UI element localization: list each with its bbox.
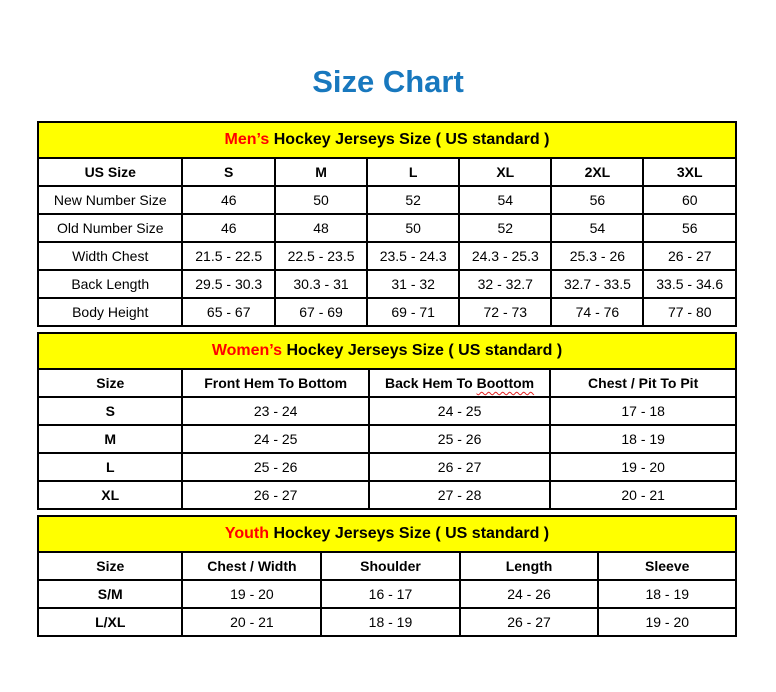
table-row [38,270,736,298]
table-row [38,298,736,326]
size-value-cell: 24 - 25 [369,397,550,425]
column-header [369,369,550,397]
size-value-cell: 77 - 80 [643,298,736,326]
section-accent-word: Youth [224,525,269,542]
column-header: S [182,158,274,186]
size-value-cell: 19 - 20 [550,453,736,481]
table-row [38,214,736,242]
row-label: Old Number Size [38,214,182,242]
size-value-cell: 67 - 69 [275,298,367,326]
column-header-row [38,552,736,580]
column-header: Length [460,552,599,580]
size-value-cell: 24 - 26 [460,580,599,608]
size-value-cell: 18 - 19 [598,580,736,608]
section-heading-text: Hockey Jerseys Size ( US standard ) [273,131,550,148]
row-label: L/XL [38,608,182,636]
section-heading [38,122,736,158]
column-header: XL [459,158,551,186]
size-value-cell: 54 [459,186,551,214]
size-value-cell: 74 - 76 [551,298,643,326]
size-value-cell: 26 - 27 [369,453,550,481]
table-row [38,397,736,425]
size-value-cell: 56 [551,186,643,214]
size-value-cell: 56 [643,214,736,242]
size-value-cell: 48 [275,214,367,242]
column-header: Size [38,369,182,397]
column-header-row [38,158,736,186]
misspelled-word: Boottom [476,375,535,391]
size-value-cell: 50 [275,186,367,214]
size-value-cell: 30.3 - 31 [275,270,367,298]
page-title: Size Chart [312,64,464,99]
size-value-cell: 46 [182,186,274,214]
size-value-cell: 52 [459,214,551,242]
column-header-text: Back Hem To [385,375,477,391]
size-value-cell: 21.5 - 22.5 [182,242,274,270]
column-header: Size [38,552,182,580]
size-value-cell: 20 - 21 [550,481,736,509]
row-label: Body Height [38,298,182,326]
size-tables-container [37,121,739,642]
size-value-cell: 54 [551,214,643,242]
row-label: Back Length [38,270,182,298]
column-header: US Size [38,158,182,186]
size-value-cell: 46 [182,214,274,242]
size-value-cell: 31 - 32 [367,270,459,298]
section-heading-text: Hockey Jerseys Size ( US standard ) [286,342,563,359]
size-value-cell: 24.3 - 25.3 [459,242,551,270]
section-heading-row [38,333,736,369]
size-value-cell: 25 - 26 [369,425,550,453]
table-row [38,580,736,608]
row-label: M [38,425,182,453]
row-label: Width Chest [38,242,182,270]
size-value-cell: 20 - 21 [182,608,321,636]
row-label: L [38,453,182,481]
column-header: Chest / Pit To Pit [550,369,736,397]
size-value-cell: 29.5 - 30.3 [182,270,274,298]
size-value-cell: 60 [643,186,736,214]
size-value-cell: 52 [367,186,459,214]
table-row [38,608,736,636]
section-heading-row [38,516,736,552]
size-value-cell: 19 - 20 [182,580,321,608]
size-value-cell: 24 - 25 [182,425,368,453]
size-value-cell: 50 [367,214,459,242]
size-value-cell: 65 - 67 [182,298,274,326]
size-value-cell: 23.5 - 24.3 [367,242,459,270]
size-value-cell: 26 - 27 [643,242,736,270]
section-heading [38,516,736,552]
column-header: L [367,158,459,186]
table-row [38,453,736,481]
section-heading [38,333,736,369]
size-value-cell: 16 - 17 [321,580,459,608]
column-header: 3XL [643,158,736,186]
column-header-row [38,369,736,397]
size-value-cell: 22.5 - 23.5 [275,242,367,270]
size-value-cell: 18 - 19 [550,425,736,453]
section-heading-row [38,122,736,158]
row-label: S [38,397,182,425]
table-row [38,481,736,509]
section-accent-word: Women’s [211,342,283,359]
column-header: M [275,158,367,186]
size-value-cell: 32.7 - 33.5 [551,270,643,298]
row-label: XL [38,481,182,509]
column-header: Shoulder [321,552,459,580]
row-label: S/M [38,580,182,608]
size-value-cell: 26 - 27 [182,481,368,509]
row-label: New Number Size [38,186,182,214]
womens-size-table [37,332,737,510]
size-value-cell: 33.5 - 34.6 [643,270,736,298]
column-header: Chest / Width [182,552,321,580]
size-value-cell: 32 - 32.7 [459,270,551,298]
column-header: 2XL [551,158,643,186]
size-value-cell: 25 - 26 [182,453,368,481]
table-row [38,425,736,453]
size-value-cell: 72 - 73 [459,298,551,326]
youth-size-table [37,515,737,637]
size-value-cell: 18 - 19 [321,608,459,636]
table-row [38,242,736,270]
column-header: Sleeve [598,552,736,580]
section-heading-text: Hockey Jerseys Size ( US standard ) [273,525,550,542]
size-value-cell: 17 - 18 [550,397,736,425]
size-value-cell: 23 - 24 [182,397,368,425]
size-value-cell: 25.3 - 26 [551,242,643,270]
column-header: Front Hem To Bottom [182,369,368,397]
table-row [38,186,736,214]
size-value-cell: 26 - 27 [460,608,599,636]
mens-size-table [37,121,737,327]
section-accent-word: Men’s [224,131,270,148]
size-value-cell: 69 - 71 [367,298,459,326]
size-value-cell: 27 - 28 [369,481,550,509]
size-value-cell: 19 - 20 [598,608,736,636]
